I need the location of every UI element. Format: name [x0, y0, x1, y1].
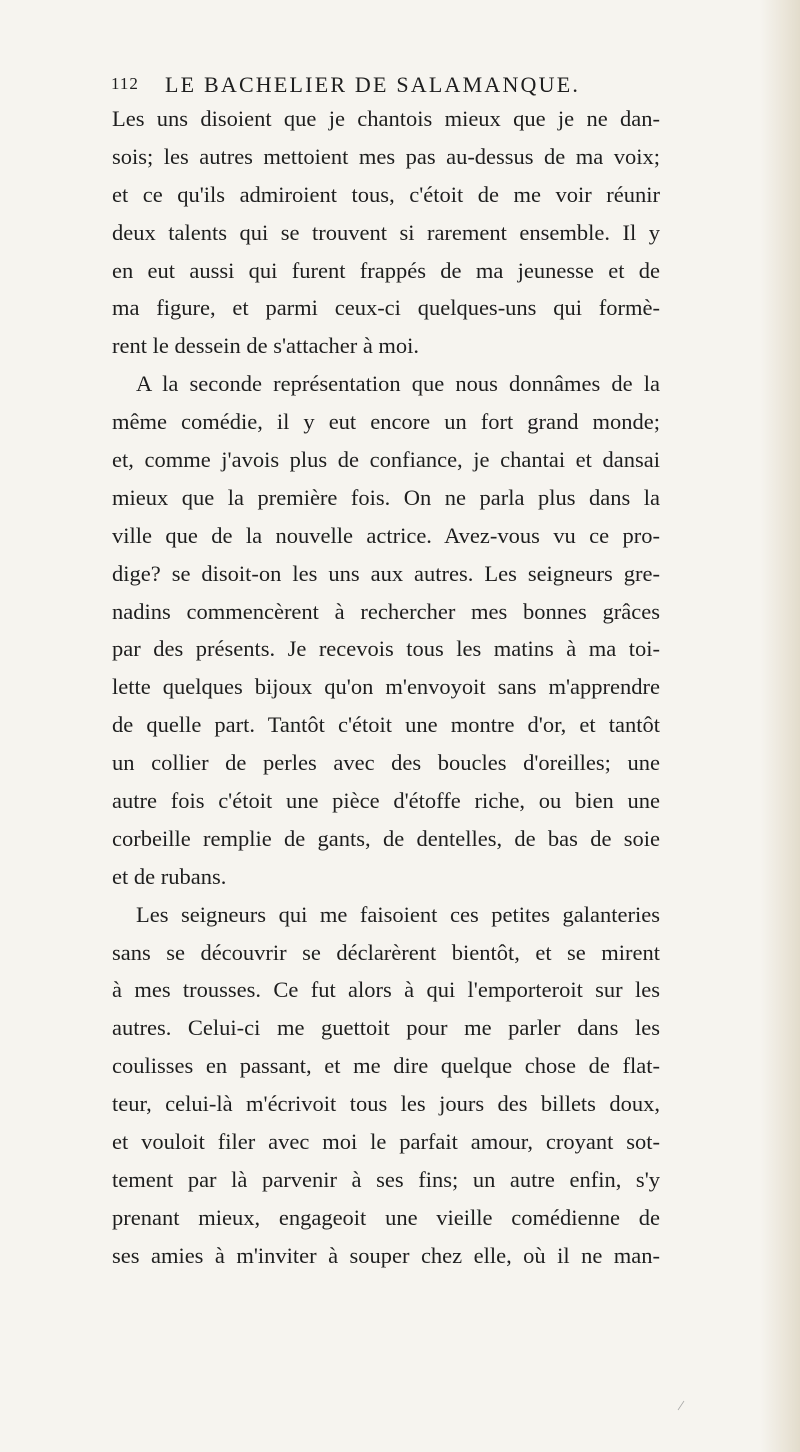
text-line: A la seconde représentation que nous donnâmes de la	[136, 371, 660, 397]
text-line: un collier de perles avec des boucles d'oreilles; une	[112, 750, 660, 776]
text-line: mieux que la première fois. On ne parla plus dans la	[112, 484, 660, 510]
text-line: sois; les autres mettoient mes pas au-dessus de ma voix;	[112, 143, 660, 169]
text-line: dige? se disoit-on les uns aux autres. Les seigneurs gre-	[112, 560, 660, 586]
text-line: ville que de la nouvelle actrice. Avez-vous vu ce pro-	[112, 522, 660, 548]
text-line: rent le dessein de s'attacher à moi.	[112, 333, 420, 359]
text-line: deux talents qui se trouvent si rarement ensemble. Il y	[112, 219, 660, 245]
text-line: sans se découvrir se déclarèrent bientôt, et se mirent	[112, 939, 660, 965]
body-text	[112, 100, 660, 1275]
running-head: LE BACHELIER DE SALAMANQUE.	[165, 72, 581, 97]
text-line: et ce qu'ils admiroient tous, c'étoit de me voir réunir	[112, 181, 660, 207]
text-line: même comédie, il y eut encore un fort grand monde;	[112, 409, 660, 435]
page-header	[111, 72, 711, 100]
text-line: coulisses en passant, et me dire quelque chose de flat-	[112, 1053, 660, 1079]
page-number: 112	[111, 74, 139, 93]
pencil-mark-icon	[676, 1399, 686, 1411]
text-line: nadins commencèrent à rechercher mes bonnes grâces	[112, 598, 660, 624]
text-line: teur, celui-là m'écrivoit tous les jours des billets doux,	[112, 1091, 660, 1117]
text-line: autres. Celui-ci me guettoit pour me parler dans les	[112, 1015, 660, 1041]
text-line: corbeille remplie de gants, de dentelles, de bas de soie	[112, 825, 660, 851]
text-line: Les uns disoient que je chantois mieux que je ne dan-	[112, 106, 660, 131]
text-line: de quelle part. Tantôt c'étoit une montre d'or, et tantôt	[112, 712, 660, 738]
text-line: prenant mieux, engageoit une vieille comédienne de	[112, 1204, 660, 1230]
text-line: et, comme j'avois plus de confiance, je chantai et dansai	[112, 447, 660, 473]
text-line: tement par là parvenir à ses fins; un autre enfin, s'y	[112, 1166, 660, 1192]
text-line: par des présents. Je recevois tous les matins à ma toi-	[112, 636, 660, 662]
text-line: ses amies à m'inviter à souper chez elle, où il ne man-	[112, 1242, 660, 1268]
text-line: à mes trousses. Ce fut alors à qui l'emporteroit sur les	[112, 977, 660, 1003]
text-line: ma figure, et parmi ceux-ci quelques-uns qui formè-	[112, 295, 660, 321]
text-line: et de rubans.	[112, 863, 227, 889]
text-line: autre fois c'étoit une pièce d'étoffe riche, ou bien une	[112, 788, 660, 814]
text-line: lette quelques bijoux qu'on m'envoyoit sans m'apprendre	[112, 674, 660, 700]
text-line: en eut aussi qui furent frappés de ma jeunesse et de	[112, 257, 660, 283]
text-line: et vouloit filer avec moi le parfait amour, croyant sot-	[112, 1129, 660, 1155]
text-line: Les seigneurs qui me faisoient ces petites galanteries	[136, 901, 660, 927]
